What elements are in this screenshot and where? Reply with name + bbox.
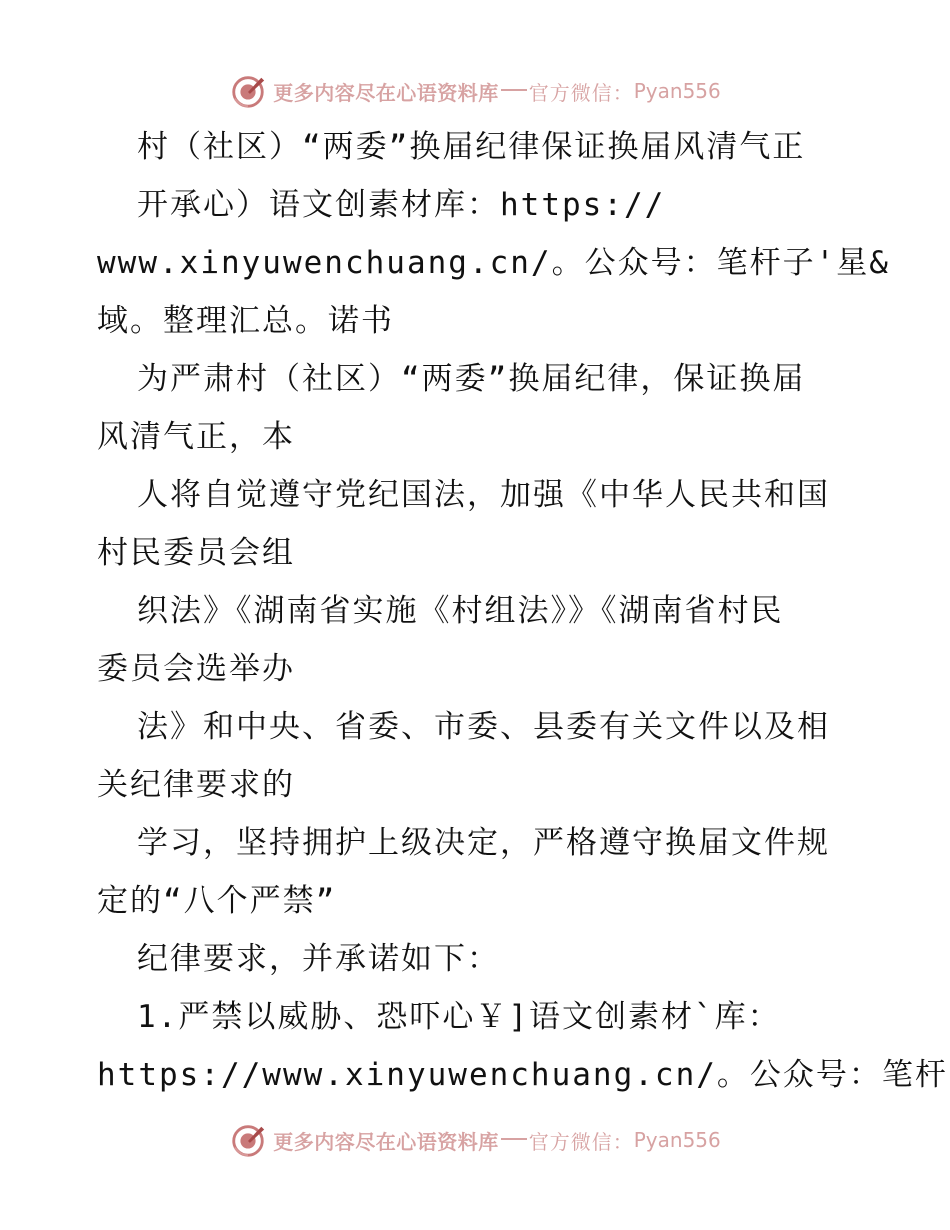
text-line: 村民委员会组 <box>97 535 295 571</box>
text-line: www.xinyuwenchuang.cn/。公众号：笔杆子'星& <box>97 245 890 281</box>
pen-logo-icon <box>229 72 267 110</box>
text-line: https://www.xinyuwenchuang.cn/。公众号：笔杆 <box>97 1057 948 1093</box>
watermark-text: 更多内容尽在心语资料库 <box>273 80 499 105</box>
text-line: 织法》《湖南省实施《村组法》》《湖南省村民 <box>137 593 784 629</box>
text-line: 纪律要求，并承诺如下： <box>137 941 500 977</box>
text-line: 风清气正，本 <box>97 419 295 455</box>
document-body <box>97 118 948 1104</box>
watermark-suffix: 官方微信： <box>528 1129 634 1154</box>
text-line: 学习，坚持拥护上级决定，严格遵守换届文件规 <box>137 825 830 861</box>
text-line: 村（社区）“两委”换届纪律保证换届风清气正 <box>137 129 806 165</box>
text-line: 域。整理汇总。诺书 <box>97 303 394 339</box>
watermark-banner-bottom <box>0 1118 950 1162</box>
watermark-dash <box>501 1138 527 1140</box>
watermark-text: 更多内容尽在心语资料库 <box>273 1129 499 1154</box>
text-line: 人将自觉遵守党纪国法，加强《中华人民共和国 <box>137 477 830 513</box>
watermark-wechat-id: Pyan556 <box>633 1128 721 1152</box>
text-line: 关纪律要求的 <box>97 767 295 803</box>
pen-logo-icon <box>229 1121 267 1159</box>
watermark-wechat-id: Pyan556 <box>633 79 721 103</box>
text-line: 开承心）语文创素材库：https:// <box>137 187 666 223</box>
watermark-dash <box>501 89 527 91</box>
text-line: 定的“八个严禁” <box>97 883 337 919</box>
text-line: 法》和中央、省委、市委、县委有关文件以及相 <box>137 709 830 745</box>
text-line: 为严肃村（社区）“两委”换届纪律，保证换届 <box>137 361 806 397</box>
watermark-banner-top <box>0 69 950 113</box>
watermark-suffix: 官方微信： <box>528 80 634 105</box>
text-line: 委员会选举办 <box>97 651 295 687</box>
text-line: 1.严禁以威胁、恐吓心￥]语文创素材`库： <box>137 999 781 1035</box>
